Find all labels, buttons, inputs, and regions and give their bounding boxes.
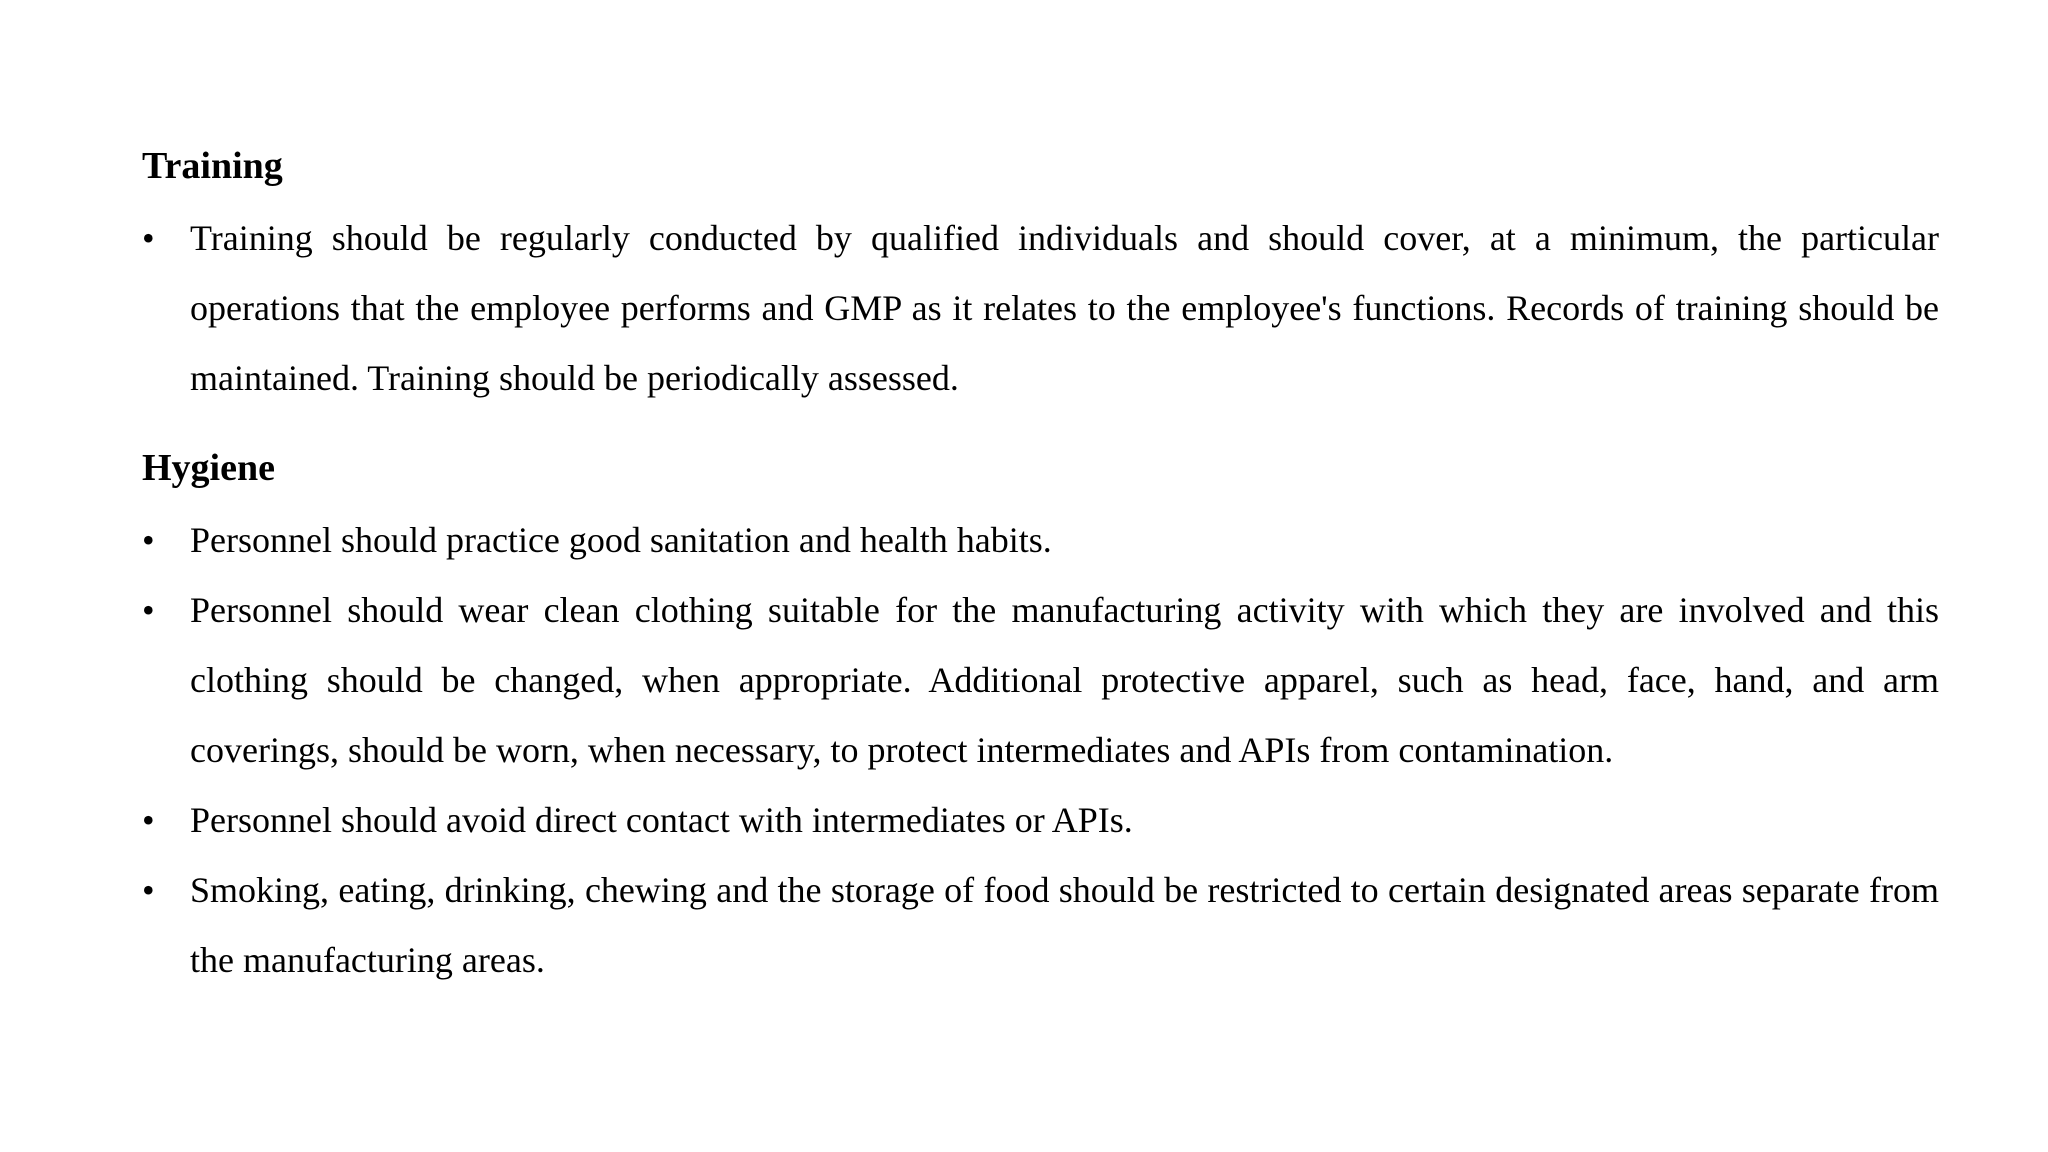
bullet-icon: • [142,870,155,910]
bullet-icon: • [142,218,155,258]
list-item [142,203,1939,413]
bullet-icon: • [142,590,155,630]
section-heading-hygiene: Hygiene [142,447,275,489]
bullet-icon: • [142,800,155,840]
bullet-list-training [142,203,1939,413]
document-page [142,143,1939,995]
list-item [142,505,1939,575]
bullet-text: Smoking, eating, drinking, chewing and the storage of food should be restricted to certain designated areas separate from the manufacturing areas. [190,870,1939,980]
bullet-icon: • [142,520,155,560]
section-heading-training: Training [142,145,283,187]
bullet-list-hygiene [142,505,1939,995]
list-item [142,785,1939,855]
bullet-text: Personnel should wear clean clothing suitable for the manufacturing activity with which they are involved and this clothing should be changed, when appropriate. Additional protective apparel, such as head, face, hand, and arm coverings, should be worn, when necessary, to protect intermediates and APIs from contamination. [190,590,1939,770]
list-item [142,575,1939,785]
bullet-text: Personnel should avoid direct contact with intermediates or APIs. [190,800,1133,840]
bullet-text: Training should be regularly conducted by qualified individuals and should cover, at a minimum, the particular operations that the employee performs and GMP as it relates to the employee's functions. Records of training should be maintained. Training should be periodically assessed. [190,218,1939,398]
list-item [142,855,1939,995]
bullet-text: Personnel should practice good sanitation and health habits. [190,520,1052,560]
